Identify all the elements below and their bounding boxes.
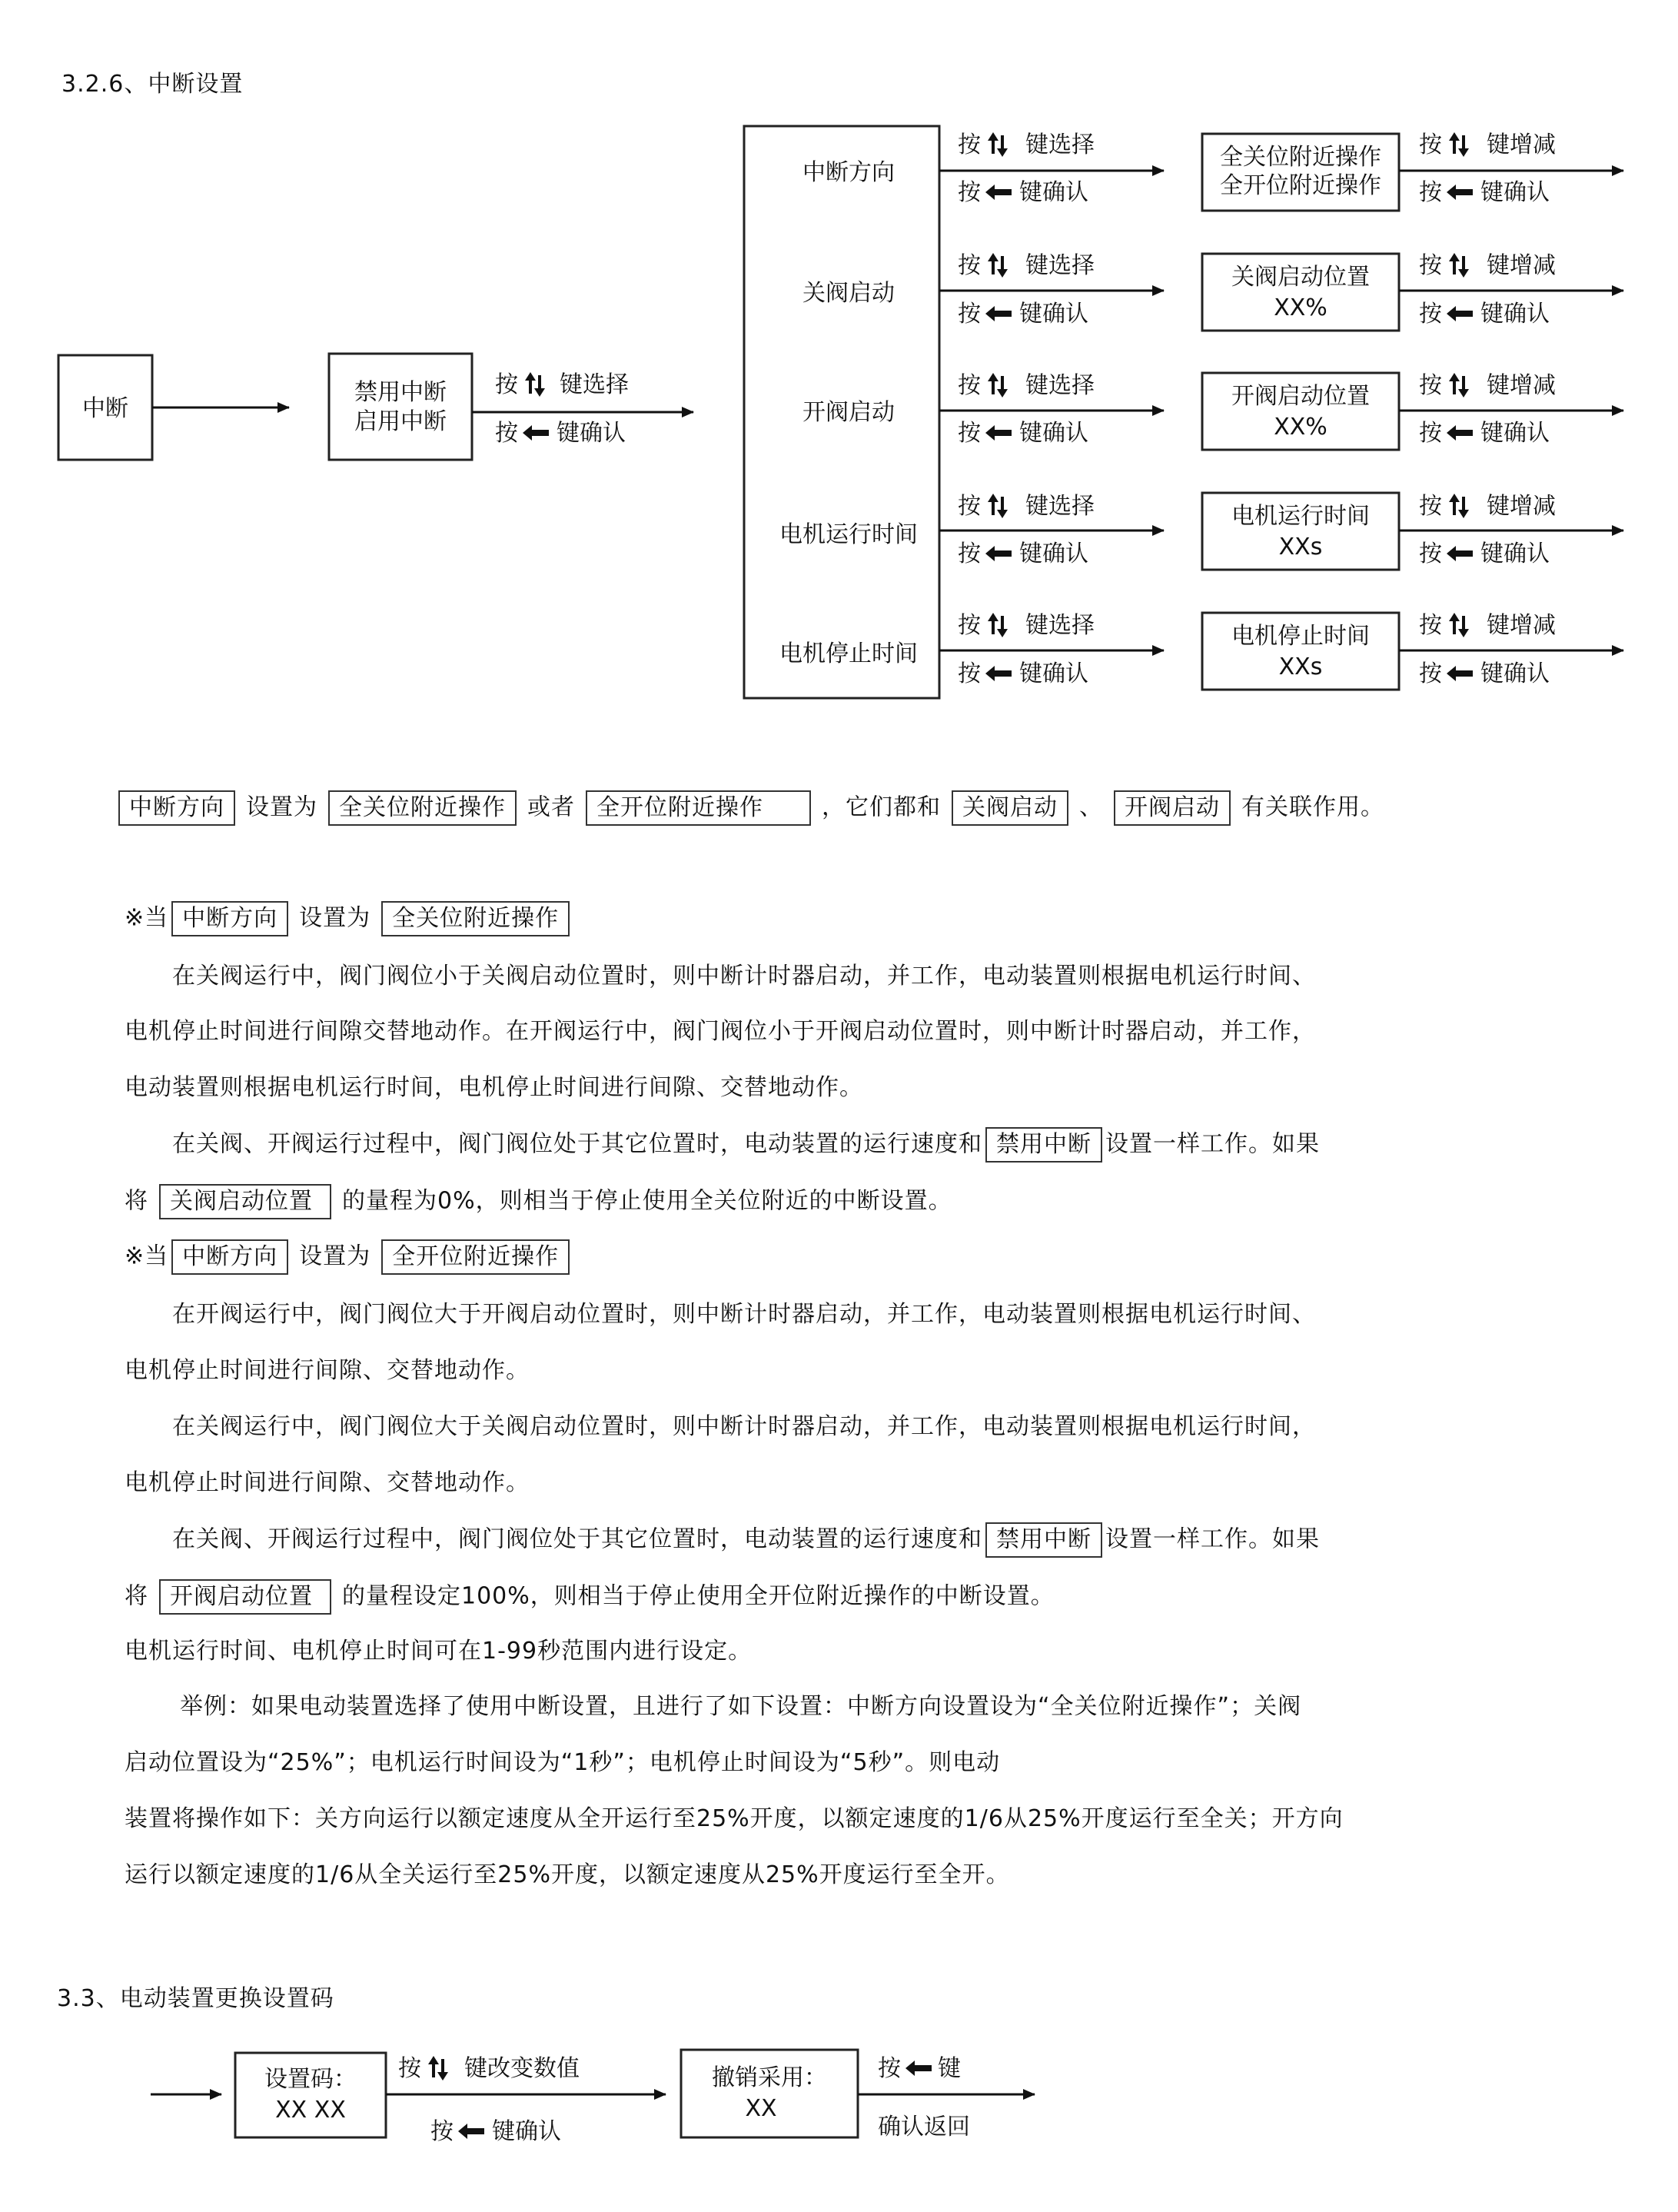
setting-code-value: XX XX <box>275 2097 346 2124</box>
svg-text:XX%: XX% <box>1274 294 1327 321</box>
cancel-adopt-value: XX <box>745 2095 777 2122</box>
left-arrow-key-icon <box>985 425 1012 441</box>
paragraph: 电机停止时间进行间隙、交替地动作。 <box>125 1357 530 1384</box>
paragraph: 在关阀、开阀运行过程中，阀门阀位处于其它位置时，电动装置的运行速度和 禁用中断 设置一样工作。如果 <box>172 1127 1320 1163</box>
svg-text:按: 按 <box>1419 131 1442 158</box>
example-line: 举例：如果电动装置选择了使用中断设置，且进行了如下设置：中断方向设置设为“全关位附近操作”；关阀 <box>180 1693 1302 1720</box>
svg-text:键增减: 键增减 <box>1487 372 1556 399</box>
up-down-arrow-icon <box>988 613 1008 637</box>
term-box: 全开位附近操作 <box>586 790 811 826</box>
term-box: 开阀启动 <box>1114 790 1231 826</box>
paragraph: 将 开阀启动位置 的量程设定100%，则相当于停止使用全开位附近操作的中断设置。 <box>125 1579 1055 1615</box>
setting-code-label: 设置码： <box>264 2066 357 2093</box>
svg-text:键确认: 键确认 <box>1480 301 1550 328</box>
svg-text:键增减: 键增减 <box>1487 493 1556 520</box>
case2-heading: ※当 中断方向 设置为 全开位附近操作 <box>125 1239 580 1275</box>
value-box-direction <box>1202 134 1399 211</box>
value-box-close-start <box>1202 254 1399 331</box>
enable-option-1: 禁用中断 <box>354 379 447 406</box>
menu-item: 电机停止时间 <box>779 640 918 667</box>
svg-text:键改变数值: 键改变数值 <box>464 2055 580 2082</box>
svg-text:XXs: XXs <box>1278 534 1323 560</box>
row-motor-stop <box>939 612 1164 687</box>
term-box: 中断方向 <box>171 1239 288 1275</box>
cancel-adopt-label: 撤销采用： <box>712 2064 827 2091</box>
term-box: 禁用中断 <box>985 1127 1102 1163</box>
svg-text:键确认: 键确认 <box>1019 420 1088 447</box>
svg-text:键确认: 键确认 <box>1019 660 1088 687</box>
adjust-row <box>1399 131 1623 206</box>
value-box-motor-run <box>1202 493 1399 570</box>
example-line: 启动位置设为“25%”；电机运行时间设为“1秒”；电机停止时间设为“5秒”。则电动 <box>125 1749 1001 1776</box>
value-box-motor-stop <box>1202 613 1399 690</box>
enable-box <box>329 354 472 460</box>
paragraph: 将 关阀启动位置 的量程为0%，则相当于停止使用全关位附近的中断设置。 <box>125 1184 952 1219</box>
svg-text:开阀启动位置: 开阀启动位置 <box>1231 383 1370 410</box>
menu-item: 中断方向 <box>802 159 895 186</box>
menu-item: 开阀启动 <box>802 399 895 426</box>
svg-text:全关位附近操作: 全关位附近操作 <box>1220 144 1381 171</box>
up-down-arrow-icon <box>988 253 1008 278</box>
svg-text:按: 按 <box>958 131 981 158</box>
svg-text:按: 按 <box>958 420 981 447</box>
example-line: 运行以额定速度的1/6从全关运行至25%开度，以额定速度从25%开度运行至全开。 <box>125 1861 1010 1888</box>
svg-text:电机运行时间: 电机运行时间 <box>1231 503 1370 530</box>
up-down-arrow-icon <box>428 2056 448 2081</box>
term-box: 全关位附近操作 <box>328 790 517 826</box>
paragraph: 电机停止时间进行间隙交替地动作。在开阀运行中，阀门阀位小于开阀启动位置时，则中断计时器启动，并工作， <box>125 1018 1316 1045</box>
row-close-start <box>939 252 1164 328</box>
svg-text:键增减: 键增减 <box>1487 612 1556 639</box>
svg-text:键选择: 键选择 <box>1025 252 1095 279</box>
svg-text:键选择: 键选择 <box>1025 493 1095 520</box>
term-box: 关阀启动位置 <box>159 1184 331 1219</box>
svg-text:按: 按 <box>1419 612 1442 639</box>
svg-text:按: 按 <box>958 541 981 567</box>
term-box: 禁用中断 <box>985 1522 1102 1558</box>
left-arrow-key-icon <box>985 306 1012 321</box>
svg-text:按: 按 <box>878 2055 901 2082</box>
paragraph: 在开阀运行中，阀门阀位大于开阀启动位置时，则中断计时器启动，并工作，电动装置则根据电机运行时间、 <box>172 1301 1316 1328</box>
paragraph: 在关阀运行中，阀门阀位小于关阀启动位置时，则中断计时器启动，并工作，电动装置则根据电机运行时间、 <box>172 963 1316 990</box>
select-label: 键选择 <box>560 371 629 398</box>
term-box: 关阀启动 <box>952 790 1068 826</box>
term-box: 中断方向 <box>118 790 235 826</box>
up-down-arrow-icon <box>988 132 1008 157</box>
svg-text:按: 按 <box>430 2118 454 2145</box>
paragraph: 在关阀、开阀运行过程中，阀门阀位处于其它位置时，电动装置的运行速度和 禁用中断 设置一样工作。如果 <box>172 1522 1320 1558</box>
press-word: 按 <box>495 420 518 447</box>
cancel-adopt-box <box>681 2050 858 2137</box>
svg-text:按: 按 <box>958 252 981 279</box>
left-arrow-key-icon <box>1447 666 1473 681</box>
section-33-title: 3.3、电动装置更换设置码 <box>57 1985 334 2012</box>
svg-text:键选择: 键选择 <box>1025 612 1095 639</box>
left-arrow-key-icon <box>1447 306 1473 321</box>
confirm-label: 键确认 <box>557 420 626 447</box>
enable-option-2: 启用中断 <box>354 408 447 435</box>
left-arrow-key-icon <box>985 185 1012 200</box>
adjust-row <box>1399 372 1623 447</box>
adjust-row <box>1399 493 1623 567</box>
term-box: 中断方向 <box>171 901 288 936</box>
svg-text:XX%: XX% <box>1274 414 1327 441</box>
svg-text:键确认: 键确认 <box>1019 179 1088 206</box>
svg-text:按: 按 <box>958 179 981 206</box>
svg-text:按: 按 <box>1419 493 1442 520</box>
svg-text:按: 按 <box>1419 541 1442 567</box>
left-arrow-key-icon <box>985 666 1012 681</box>
left-arrow-key-icon <box>523 425 549 441</box>
left-arrow-key-icon <box>1447 546 1473 561</box>
svg-text:按: 按 <box>1419 252 1442 279</box>
svg-text:键确认: 键确认 <box>1480 179 1550 206</box>
svg-text:键: 键 <box>938 2055 961 2082</box>
menu-item: 电机运行时间 <box>779 521 918 548</box>
row-motor-run <box>939 493 1164 567</box>
range-note: 电机运行时间、电机停止时间可在1-99秒范围内进行设定。 <box>125 1638 753 1665</box>
start-label: 中断 <box>82 395 128 422</box>
svg-text:按: 按 <box>958 660 981 687</box>
adjust-row <box>1399 612 1623 687</box>
example-line: 装置将操作如下：关方向运行以额定速度从全开运行至25%开度，以额定速度的1/6从25%开度运行至全关；开方向 <box>125 1805 1344 1832</box>
press-word: 按 <box>495 371 518 398</box>
row-open-start <box>939 372 1164 447</box>
left-arrow-key-icon <box>1447 185 1473 200</box>
svg-text:按: 按 <box>1419 179 1442 206</box>
up-down-arrow-icon <box>1449 613 1469 637</box>
up-down-arrow-icon <box>1449 494 1469 518</box>
left-arrow-key-icon <box>458 2124 484 2139</box>
svg-text:关阀启动位置: 关阀启动位置 <box>1231 264 1370 291</box>
value-box-open-start <box>1202 373 1399 450</box>
case1-heading: ※当 中断方向 设置为 全关位附近操作 <box>125 901 580 936</box>
svg-text:键确认: 键确认 <box>1480 420 1550 447</box>
up-down-arrow-icon <box>988 494 1008 518</box>
svg-text:按: 按 <box>1419 301 1442 328</box>
up-down-arrow-icon <box>525 372 545 397</box>
paragraph: 电机停止时间进行间隙、交替地动作。 <box>125 1469 530 1496</box>
svg-text:键增减: 键增减 <box>1487 131 1556 158</box>
interrupt-setting-diagram <box>0 0 1678 738</box>
left-arrow-key-icon <box>905 2061 932 2076</box>
section-326-title: 3.2.6、中断设置 <box>61 71 244 98</box>
adjust-row <box>1399 252 1623 328</box>
term-box: 开阀启动位置 <box>159 1579 331 1615</box>
svg-text:按: 按 <box>958 612 981 639</box>
svg-text:按: 按 <box>1419 420 1442 447</box>
svg-text:全开位附近操作: 全开位附近操作 <box>1220 172 1381 199</box>
svg-text:按: 按 <box>958 301 981 328</box>
svg-text:键确认: 键确认 <box>1019 301 1088 328</box>
svg-text:XXs: XXs <box>1278 654 1323 680</box>
paragraph: 在关阀运行中，阀门阀位大于关阀启动位置时，则中断计时器启动，并工作，电动装置则根据电机运行时间， <box>172 1413 1316 1440</box>
svg-text:按: 按 <box>1419 660 1442 687</box>
up-down-arrow-icon <box>1449 253 1469 278</box>
left-arrow-key-icon <box>1447 425 1473 441</box>
paragraph: 电动装置则根据电机运行时间，电机停止时间进行间隙、交替地动作。 <box>125 1074 863 1101</box>
svg-text:键确认: 键确认 <box>1480 541 1550 567</box>
svg-text:键确认: 键确认 <box>1019 541 1088 567</box>
svg-text:按: 按 <box>958 372 981 399</box>
svg-text:按: 按 <box>958 493 981 520</box>
term-box: 全关位附近操作 <box>381 901 570 936</box>
svg-text:键确认: 键确认 <box>492 2118 561 2145</box>
up-down-arrow-icon <box>988 373 1008 397</box>
up-down-arrow-icon <box>1449 373 1469 397</box>
svg-text:键确认: 键确认 <box>1480 660 1550 687</box>
svg-text:键选择: 键选择 <box>1025 372 1095 399</box>
svg-text:按: 按 <box>398 2055 421 2082</box>
svg-text:键增减: 键增减 <box>1487 252 1556 279</box>
up-down-arrow-icon <box>1449 132 1469 157</box>
term-box: 全开位附近操作 <box>381 1239 570 1275</box>
menu-item: 关阀启动 <box>802 280 895 307</box>
summary-line: 中断方向 设置为 全关位附近操作 或者 全开位附近操作 ，它们都和 关阀启动 、 开阀启动 有关联作用。 <box>108 790 1384 826</box>
svg-text:按: 按 <box>1419 372 1442 399</box>
svg-text:电机停止时间: 电机停止时间 <box>1231 623 1370 650</box>
svg-text:确认返回: 确认返回 <box>878 2114 970 2140</box>
svg-text:键选择: 键选择 <box>1025 131 1095 158</box>
row-interrupt-direction <box>939 131 1164 206</box>
left-arrow-key-icon <box>985 546 1012 561</box>
setting-code-box <box>235 2053 386 2137</box>
